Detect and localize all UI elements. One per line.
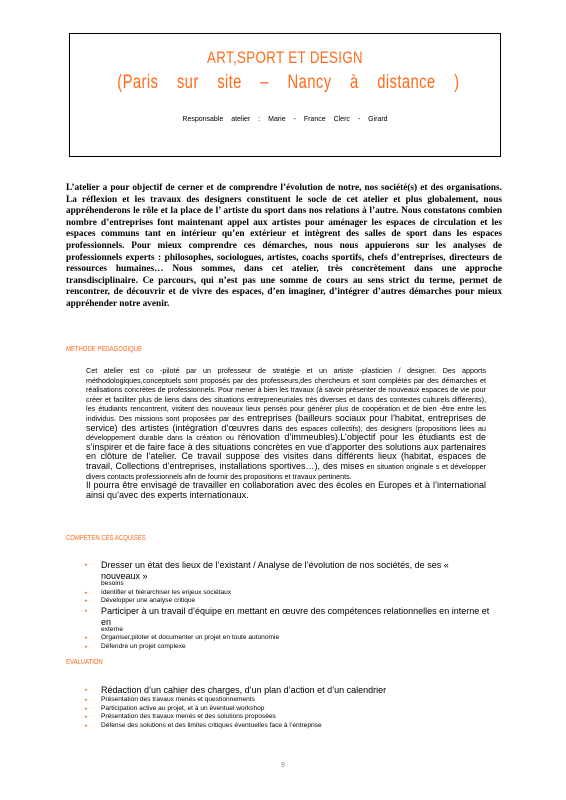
methode-p2: entreprises (bailleurs sociaux pour l’habitat, entreprises de service) des artistes (intégration d’œuvres dans	[86, 412, 487, 433]
methode-p1: Cet atelier est co -piloté par un professeur de stratégie et un artiste -plasticien / designer. Des apports méthodologiques,conceptuels sont proposés par des professeurs,des chercheurs et sont complétés par des démarches et réalisations concrètes de professionnels. Pour mener à bien les travaux (à savoir présenter de nouveaux espaces de vie pour créer et faciliter plus de liens dans des situations entrepreneuriales très diverses et dans des contextes culturels différents), les étudiants rencontrent, visitent des nouveaux lieux pensés pour générer plus de coopération et de bien -être entre les individus. Des missions sont proposées par des	[86, 366, 486, 423]
evaluation-list	[70, 685, 490, 730]
list-item: ▸ Dresser un état des lieux de l’existant / Analyse de l’évolution de nos sociétés, de ses « nouveaux »	[85, 560, 449, 581]
arrow-bullet-icon: ▸	[85, 607, 88, 614]
section-heading-evaluation: EVALUATION	[66, 659, 103, 666]
arrow-bullet-icon: ▸	[85, 589, 88, 596]
list-item: ▸ Défendre un projet complexe	[85, 642, 186, 650]
list-item: ▸ Organiser,piloter et documenter un projet en toute autonomie	[85, 634, 280, 642]
list-item: ▸ Participation active au projet, et à un éventuel workshop	[85, 704, 265, 712]
arrow-bullet-icon: ▸	[85, 722, 88, 729]
title-box	[69, 33, 501, 157]
competences-list	[70, 560, 490, 652]
methode-p6: Il pourra être envisagé de travailler en collaboration avec des écoles en Europes et à l’international ainsi qu’avec des experts internationaux.	[86, 480, 486, 500]
section-heading-methode: METHODE PEDAGOGIQUE	[66, 346, 143, 353]
list-item: ▸ Identifier et hiérarchiser les enjeux sociétaux	[85, 588, 232, 596]
methode-p3: des espaces collectifs), des designers (propositions liées au développement durable dans la création ou	[86, 423, 487, 443]
methode-text	[86, 366, 486, 500]
list-item-continuation: externe	[101, 625, 123, 633]
list-item: ▸ Rédaction d’un cahier des charges, d’un plan d’action et d’un calendrier	[85, 685, 387, 695]
workshop-manager: Responsable atelier : Marie - France Clerc - Girard	[182, 116, 388, 123]
list-item-continuation: besoins	[101, 580, 124, 587]
methode-p4: rénovation d’immeubles).L’objectif pour les étudiants est de s’inspirer et de faire face à des situations concrètes en vue d’apporter des solutions aux partenaires en clôture de l’atelier. Ce travail suppose des visites dans différents lieux (habitat, espaces de travail, Collections d’entreprises, installations sportives…), des mises	[86, 432, 486, 471]
arrow-bullet-icon: ▸	[85, 643, 88, 650]
page-number: 9	[281, 762, 285, 769]
arrow-bullet-icon: ▸	[85, 635, 88, 642]
list-item: ▸ Défense des solutions et des limites critiques éventuelles face à l’entreprise	[85, 721, 322, 729]
intro-paragraph: L’atelier a pour objectif de cerner et de comprendre l’évolution de notre, nos société(s) et des organisations. La réflexion et les travaux des designers constituent le socle de cet atelier et plus globalement, nous appréhenderons le rôle et la place de l’ artiste du sport dans nos relations à l’autre. Nous constatons combien nombre d’entreprises font maintenant appel aux artistes pour aménager les espaces de circulation et les espaces communs tant en intérieur qu’en extérieur et intègrent des salles de sport dans les espaces professionnels. Pour mieux comprendre ces démarches, nous nous appuierons sur les analyses de professionnels experts : philosophes, sociologues, artistes, coachs sportifs, chefs d’entreprises, directeurs de ressources humaines… Nous sommes, dans cet atelier, très concrètement dans une approche transdisciplinaire. Ce parcours, qui n’est pas une somme de cours au sens strict du terme, permet de rencontrer, de découvrir et de vivre des espaces, d’en imaginer, d’intégrer d’autres démarches pour mieux appréhender notre avenir.	[66, 183, 502, 309]
arrow-bullet-icon: ▸	[85, 705, 88, 712]
list-item: ▸ Présentation des travaux menés et des solutions proposées	[85, 713, 276, 721]
arrow-bullet-icon: ▸	[85, 687, 88, 693]
course-title: ART,SPORT ET DESIGN	[206, 48, 364, 67]
list-item: ▸ Participer à un travail d’équipe en mettant en œuvre des compétences relationnelles en interne et en	[85, 605, 490, 627]
course-location: (Paris sur site – Nancy à distance )	[117, 72, 460, 93]
arrow-bullet-icon: ▸	[85, 714, 88, 721]
arrow-bullet-icon: ▸	[85, 598, 88, 605]
list-item: ▸ Développer une analyse critique	[85, 597, 196, 605]
arrow-bullet-icon: ▸	[85, 562, 88, 568]
list-item: ▸ Présentation des travaux menés et questionnements	[85, 696, 255, 703]
methode-p5: en situation originale s et développer divers contacts professionnels afin de fournir des propositions et travaux pertinents.	[86, 461, 486, 481]
section-heading-competences: COMPETEN CES ACQUISES	[66, 535, 146, 542]
arrow-bullet-icon: ▸	[85, 697, 88, 703]
